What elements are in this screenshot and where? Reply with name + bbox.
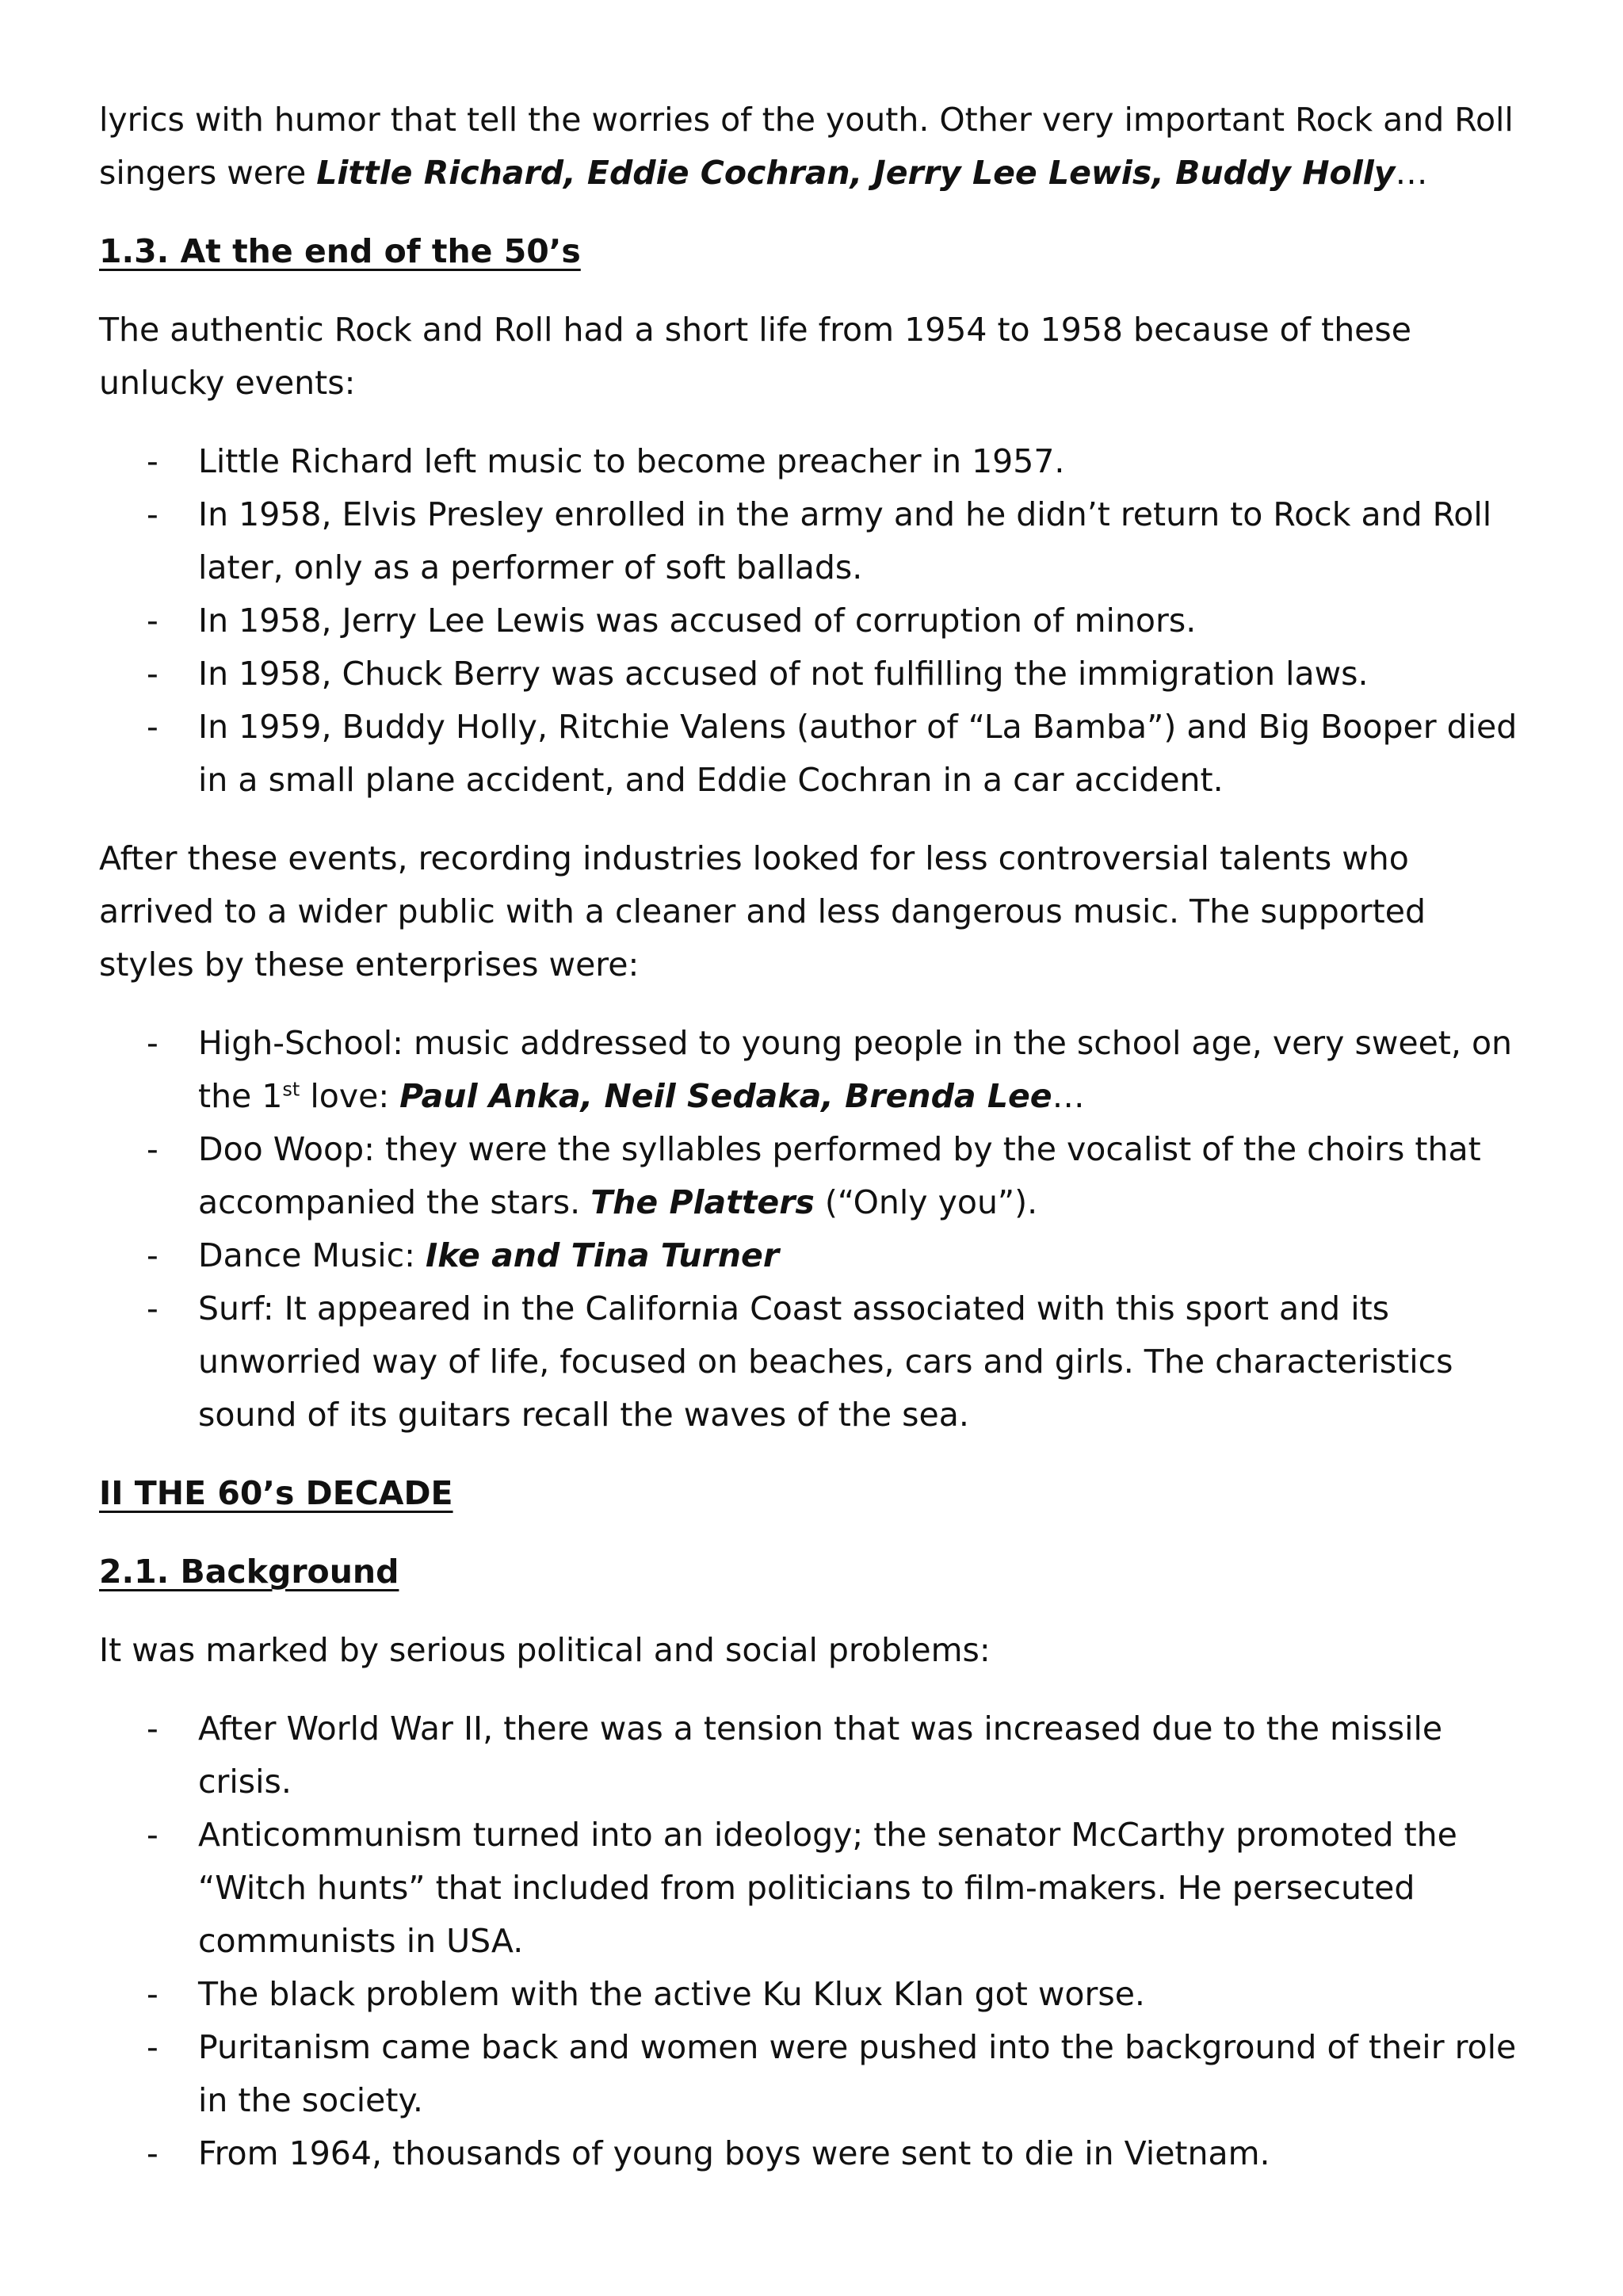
list-marker: - [147,1975,158,2013]
heading-2-1: 2.1. Background [99,1553,399,1591]
list-item-text: In 1958, Jerry Lee Lewis was accused of corruption of minors. [198,602,1197,640]
intro-paragraph [99,94,1528,200]
dance-text: Dance Music: [198,1236,426,1274]
list-item [99,1809,1528,1968]
list-marker: - [147,442,158,480]
styles-list [99,1017,1528,1442]
list-marker: - [147,1816,158,1854]
high-school-names: Paul Anka, Neil Sedaka, Brenda Lee [399,1077,1052,1115]
heading-ii: II THE 60’s DECADE [99,1474,453,1512]
list-item [99,2021,1528,2127]
list-item [99,594,1528,648]
list-marker: - [147,708,158,746]
list-item [99,648,1528,701]
list-item-text: Little Richard left music to become preacher in 1957. [198,442,1065,480]
list-marker: - [147,1024,158,1062]
high-school-ellipsis: … [1052,1077,1085,1115]
list-item [99,1282,1528,1442]
list-marker: - [147,2134,158,2172]
list-item [99,1968,1528,2021]
events-list [99,435,1528,807]
list-item-text: In 1959, Buddy Holly, Ritchie Valens (author of “La Bamba”) and Big Booper died in a small plane accident, and Eddie Cochran in a car accident. [198,708,1518,799]
doo-woop-names: The Platters [590,1183,815,1221]
list-marker: - [147,1130,158,1168]
list-marker: - [147,2028,158,2066]
list-item-text: The black problem with the active Ku Klux Klan got worse. [198,1975,1145,2013]
paragraph-2-1: It was marked by serious political and social problems: [99,1631,991,1669]
dance-names: Ike and Tina Turner [425,1236,780,1274]
surf-text: Surf: It appeared in the California Coast associated with this sport and its unworried way of life, focused on beaches, cars and girls. The characteristics sound of its guitars recall the waves of the sea. [198,1289,1453,1434]
ordinal-superscript: st [282,1078,300,1101]
list-item-text: From 1964, thousands of young boys were sent to die in Vietnam. [198,2134,1270,2172]
list-item-text: In 1958, Elvis Presley enrolled in the army and he didn’t return to Rock and Roll later, only as a performer of soft ballads. [198,495,1492,586]
list-marker: - [147,1236,158,1274]
list-item [99,435,1528,488]
doo-woop-text: Doo Woop: they were the syllables performed by the vocalist of the choirs that accompanied the stars. [198,1130,1481,1221]
list-item-text: In 1958, Chuck Berry was accused of not fulfilling the immigration laws. [198,655,1369,693]
list-item [99,1123,1528,1229]
intro-ellipsis: … [1395,154,1428,192]
list-marker: - [147,1710,158,1748]
list-item [99,2127,1528,2180]
list-marker: - [147,1289,158,1328]
list-item-text: Anticommunism turned into an ideology; the senator McCarthy promoted the “Witch hunts” that included from politicians to film-makers. He persecuted communists in USA. [198,1816,1457,1960]
list-item-text: After World War II, there was a tension that was increased due to the missile crisis. [198,1710,1443,1801]
list-item [99,1229,1528,1282]
list-marker: - [147,602,158,640]
heading-1-3: 1.3. At the end of the 50’s [99,232,581,270]
doo-woop-text-2: (“Only you”). [814,1183,1038,1221]
after-events-paragraph: After these events, recording industries looked for less controversial talents who arrived to a wider public with a cleaner and less dangerous music. The supported styles by these enterprises were: [99,839,1426,984]
list-item-text: Puritanism came back and women were pushed into the background of their role in the society. [198,2028,1517,2119]
intro-singer-names: Little Richard, Eddie Cochran, Jerry Lee Lewis, Buddy Holly [316,154,1396,192]
list-marker: - [147,495,158,533]
paragraph-1-3: The authentic Rock and Roll had a short life from 1954 to 1958 because of these unlucky events: [99,311,1411,402]
list-item [99,488,1528,594]
problems-list [99,1702,1528,2180]
high-school-text-2: love: [300,1077,400,1115]
list-item [99,701,1528,807]
intro-text: lyrics with humor that tell the worries of the youth. Other very important Rock and Roll singers were [99,101,1514,192]
list-item [99,1017,1528,1123]
list-marker: - [147,655,158,693]
high-school-text: High-School: music addressed to young people in the school age, very sweet, on the 1 [198,1024,1513,1115]
list-item [99,1702,1528,1809]
